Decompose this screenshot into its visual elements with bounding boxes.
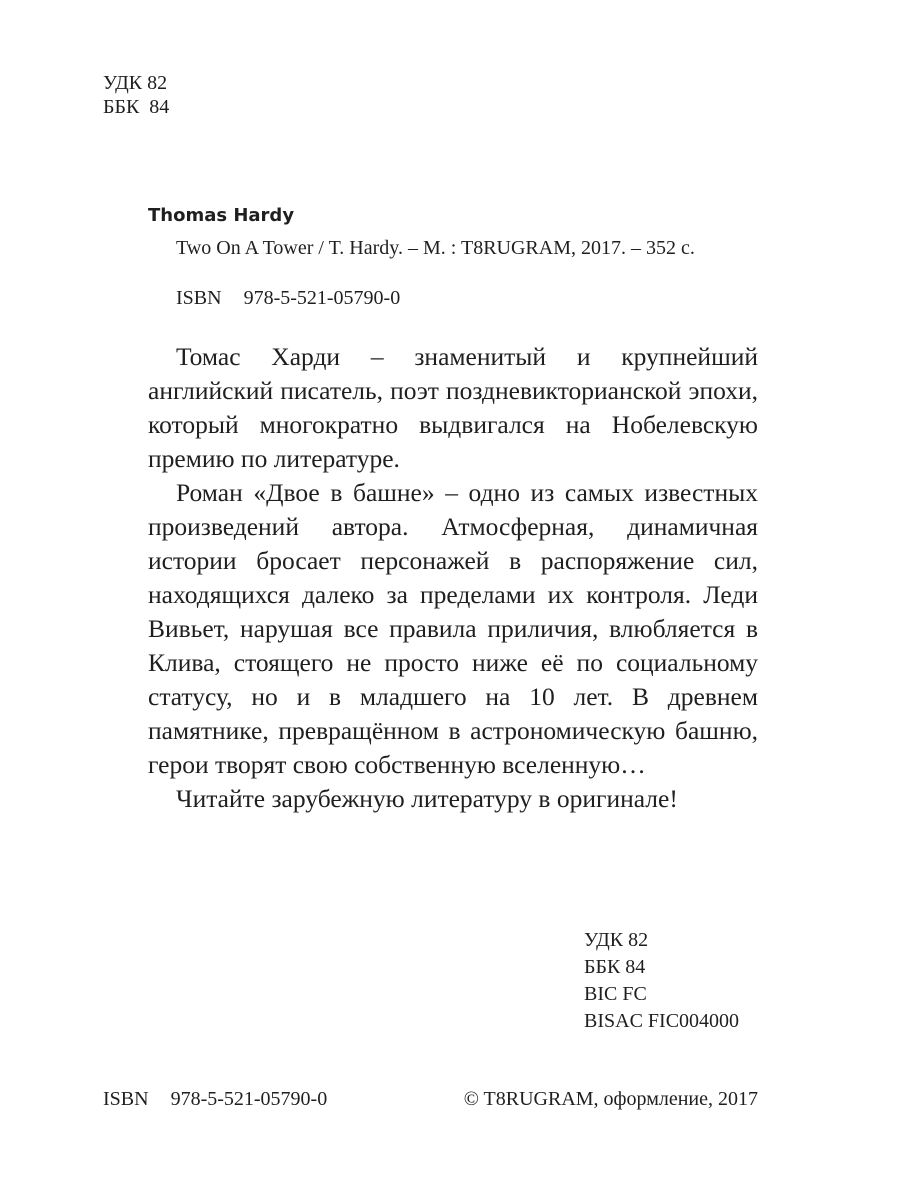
author-name: Thomas Hardy <box>148 205 295 226</box>
udk-code: УДК 82 <box>103 72 168 94</box>
bic-code: BIC FC <box>584 983 647 1005</box>
udk-code: УДК 82 <box>584 929 649 951</box>
isbn-label: ISBN <box>176 287 222 309</box>
isbn-bottom <box>103 1087 327 1111</box>
bisac-code: BISAC FIC004000 <box>584 1010 740 1032</box>
copyright-notice: © T8RUGRAM, оформление, 2017 <box>463 1088 758 1110</box>
abstract-paragraph: Читайте зарубежную литературу в оригинале! <box>176 784 678 813</box>
isbn-label: ISBN <box>103 1088 149 1110</box>
classification-bottom <box>584 927 739 1035</box>
abstract-paragraph: Роман «Двое в башне» – одно из самых известных произведений автора. Атмосферная, динамичная истории бросает персонажей в распоряжение сил, находящихся далеко за пределами их контроля. Леди Вивьет, нарушая все правила приличия, влюбляется в Клива, стоящего не просто ниже её по социальному статусу, но и в младшего на 10 лет. В древнем памятнике, превращённом в астрономическую башню, герои творят свою собственную вселенную… <box>148 478 758 779</box>
bibliographic-line: Two On A Tower / T. Hardy. – M. : T8RUGRAM, 2017. – 352 с. <box>176 237 695 259</box>
classification-top <box>103 71 169 119</box>
bbk-code: ББК 84 <box>584 956 646 978</box>
isbn-number: 978-5-521-05790-0 <box>170 1088 328 1110</box>
bbk-code: ББК 84 <box>103 96 170 118</box>
abstract-paragraph: Томас Харди – знаменитый и крупнейший английский писатель, поэт поздневикторианской эпохи, который многократно выдвигался на Нобелевскую премию по литературе. <box>148 342 758 473</box>
abstract <box>148 340 758 816</box>
isbn-top <box>176 286 400 310</box>
isbn-number: 978-5-521-05790-0 <box>243 287 401 309</box>
